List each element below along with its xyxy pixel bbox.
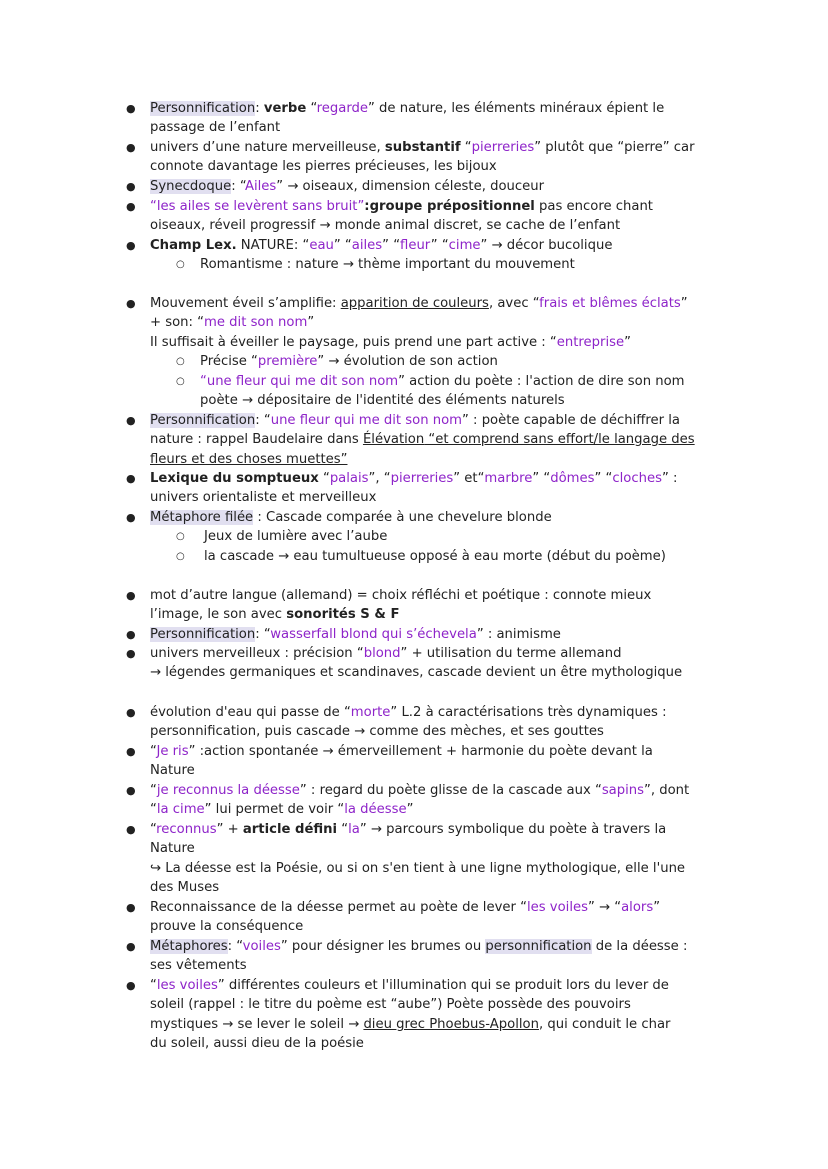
bullet-personnification-wasserfall: ● Personnification: “wasserfall blond qui s’échevela” : animisme [150, 625, 740, 644]
bullet-marker: ● [126, 823, 136, 836]
bullet-je-reconnus-la-deesse: ● “je reconnus la déesse” : regard du poète glisse de la cascade aux “sapins”, dont “la cime” lui permet de voir “la déesse” [126, 783, 690, 818]
bullet-marker: ● [126, 511, 136, 524]
bullet-marker: ● [126, 745, 136, 758]
bullet-metaphore-filee: ● Métaphore filée : Cascade comparée à une chevelure blonde [150, 508, 740, 527]
bullet-personnification-baudelaire: ● Personnification: “une fleur qui me dit son nom” : poète capable de déchiffrer la nature : rappel Baudelaire dans Élévation “et comprend sans effort/le langage des fleurs et des choses muettes” [126, 413, 695, 467]
bullet-metaphores-voiles: ● Métaphores: “voiles” pour désigner les brumes ou personnification de la déesse : ses vêtements [126, 939, 688, 974]
bullet-marker: ● [126, 647, 136, 660]
bullet-ailes-se-leverent: ● “les ailes se levèrent sans bruit”:groupe prépositionnel pas encore chant oiseaux, réveil progressif → monde animal discret, se cache de l’enfant [126, 199, 653, 234]
subbullet-premiere: ○ Précise “première” → évolution de son action [200, 352, 760, 371]
bullet-les-voiles-couleurs: ● “les voiles” différentes couleurs et l'illumination qui se produit lors du lever de soleil (rappel : le titre du poème est “aube”) Poète possède des pouvoirs mystiques → se lever le soleil → dieu grec Phoebus-Apollon, qui conduit le char du soleil, aussi dieu de la poésie [126, 978, 671, 1052]
bullet-mouvement-eveil: ● Mouvement éveil s’amplifie: apparition de couleurs, avec “frais et blêmes éclats” + son: “me dit son nom” Il suffisait à éveiller le paysage, puis prend une part active : “entreprise” [126, 296, 688, 350]
subbullet-marker: ○ [176, 376, 185, 387]
subbullet-jeux-lumiere: ○ Jeux de lumière avec l’aube [204, 527, 764, 546]
bullet-lexique-somptueux: ● Lexique du somptueux “palais”, “pierreries” et“marbre” “dômes” “cloches” : univers orientaliste et merveilleux [126, 471, 678, 506]
bullet-champ-lexical-nature: ● Champ Lex. NATURE: “eau” “ailes” “fleur” “cime” → décor bucolique [150, 236, 740, 255]
bullet-marker: ● [126, 589, 136, 602]
bullet-personnification-regarde: ● Personnification: verbe “regarde” de nature, les éléments minéraux épient le passage de l’enfant [126, 101, 665, 136]
bullet-marker: ● [126, 979, 136, 992]
subbullet-romantisme: ○ Romantisme : nature → thème important du mouvement [200, 255, 760, 274]
subbullet-marker: ○ [176, 531, 185, 542]
subbullet-marker: ○ [176, 356, 185, 367]
subbullet-fleur-nom: ○ “une fleur qui me dit son nom” action du poète : l'action de dire son nom poète → dépositaire de l'identité des éléments naturels [176, 374, 685, 409]
bullet-marker: ● [126, 472, 136, 485]
bullet-evolution-eau: ● évolution d'eau qui passe de “morte” L.2 à caractérisations très dynamiques : personnification, puis cascade → comme des mèches, et ses gouttes [126, 705, 667, 740]
bullet-marker: ● [126, 297, 136, 310]
bullet-marker: ● [126, 414, 136, 427]
bullet-reconnus-article-defini: ● “reconnus” + article défini “la” → parcours symbolique du poète à travers la Nature ↪ La déesse est la Poésie, ou si on s'en tient à une ligne mythologique, elle l'une des Muses [126, 822, 686, 896]
bullet-marker: ● [126, 628, 136, 641]
bullet-mot-autre-langue: ● mot d’autre langue (allemand) = choix réfléchi et poétique : connote mieux l’image, le son avec sonorités S & F [126, 588, 652, 623]
bullet-marker: ● [126, 901, 136, 914]
bullet-marker: ● [126, 239, 136, 252]
bullet-univers-pierreries: ● univers d’une nature merveilleuse, substantif “pierreries” plutôt que “pierre” car connote davantage les pierres précieuses, les bijoux [126, 140, 695, 175]
bullet-marker: ● [126, 784, 136, 797]
bullet-univers-merveilleux-blond: ● univers merveilleux : précision “blond” + utilisation du terme allemand → légendes germaniques et scandinaves, cascade devient un être mythologique [126, 646, 683, 681]
bullet-marker: ● [126, 102, 136, 115]
bullet-marker: ● [126, 141, 136, 154]
subbullet-marker: ○ [176, 551, 185, 562]
bullet-marker: ● [126, 180, 136, 193]
bullet-je-ris: ● “Je ris” :action spontanée → émerveillement + harmonie du poète devant la Nature [126, 744, 653, 779]
subbullet-cascade: ○ la cascade → eau tumultueuse opposé à eau morte (début du poème) [204, 547, 764, 566]
bullet-marker: ● [126, 200, 136, 213]
bullet-marker: ● [126, 940, 136, 953]
bullet-reconnaissance-deesse: ● Reconnaissance de la déesse permet au poète de lever “les voiles” → “alors” prouve la conséquence [126, 900, 661, 935]
subbullet-marker: ○ [176, 259, 185, 270]
bullet-marker: ● [126, 706, 136, 719]
bullet-synecdoque: ● Synecdoque: “Ailes” → oiseaux, dimension céleste, douceur [150, 177, 740, 196]
